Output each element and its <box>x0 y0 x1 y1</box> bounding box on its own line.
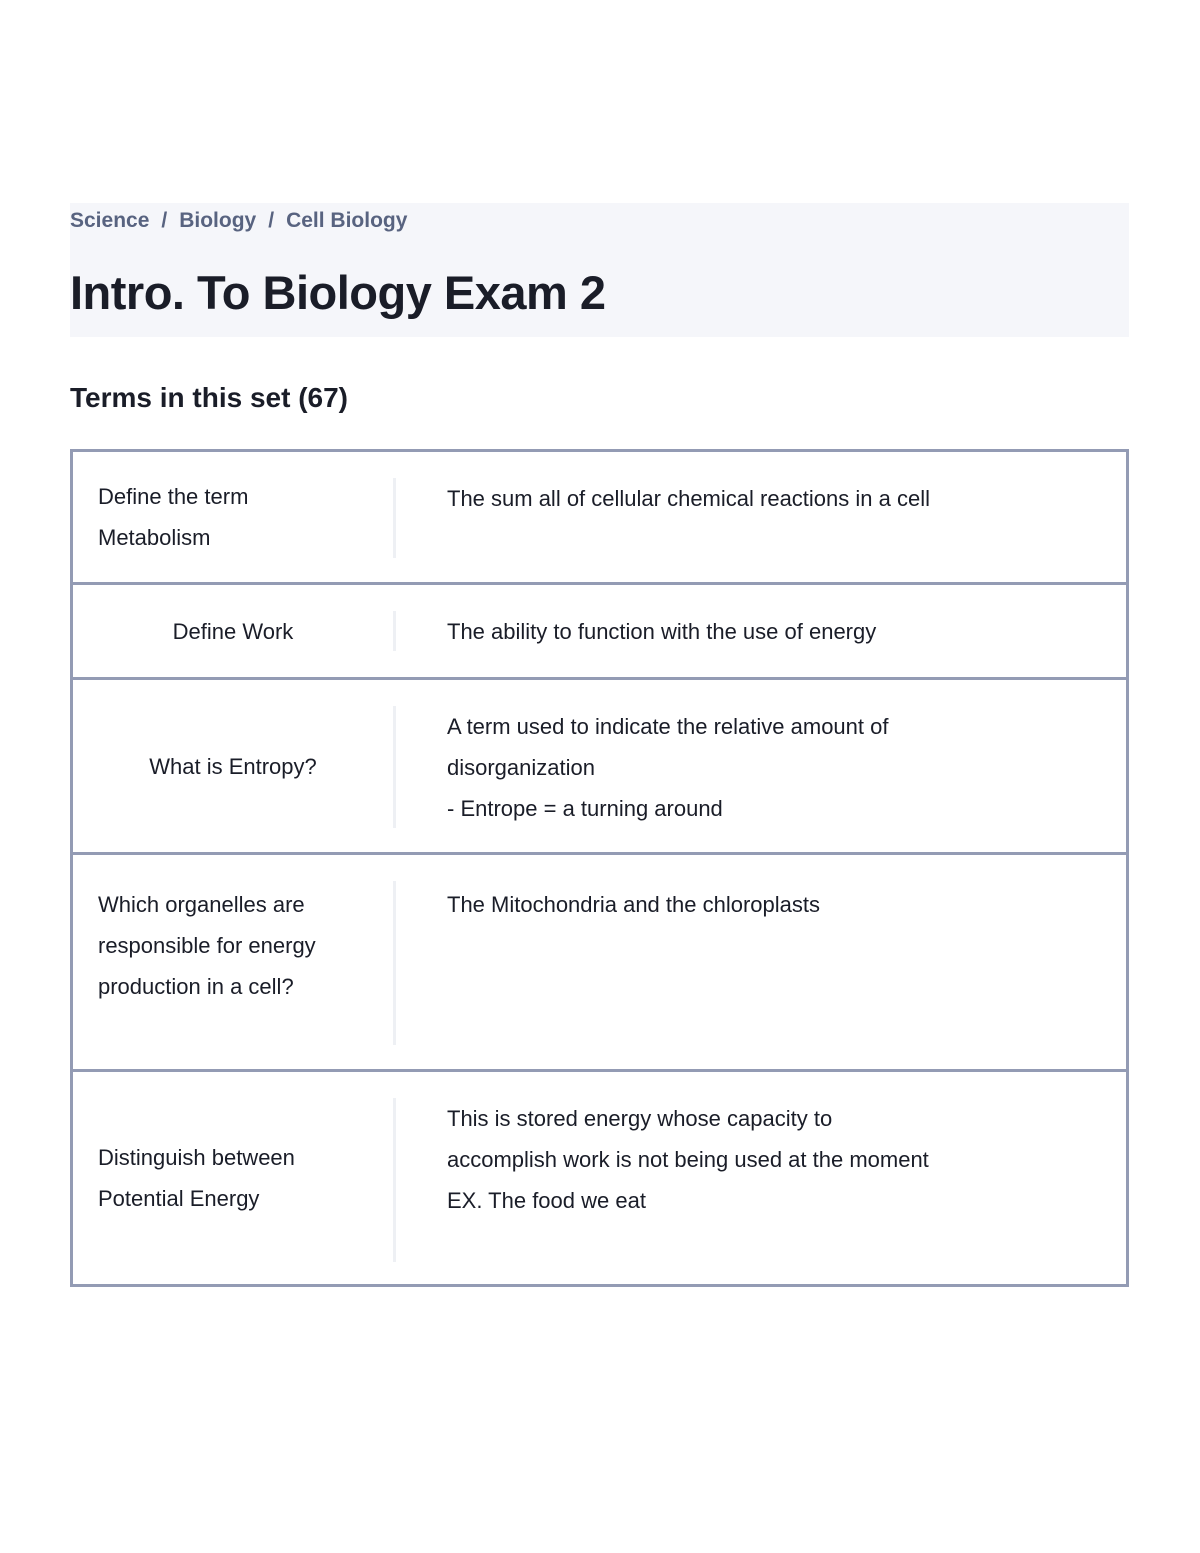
term-card <box>70 582 1129 680</box>
terms-heading: Terms in this set (67) <box>70 382 349 413</box>
card-divider <box>393 611 396 651</box>
breadcrumb-item-cell-biology[interactable]: Cell Biology <box>286 209 408 232</box>
term-card <box>70 677 1129 855</box>
card-definition: This is stored energy whose capacity to accomplish work is not being used at the moment EX. The food we eat <box>447 1106 929 1213</box>
card-definition: The Mitochondria and the chloroplasts <box>447 892 820 917</box>
page-title: Intro. To Biology Exam 2 <box>70 266 606 319</box>
card-term: Define Work <box>172 618 294 644</box>
breadcrumb <box>70 206 407 236</box>
card-definition: The ability to function with the use of energy <box>447 618 877 644</box>
card-term: Distinguish between Potential Energy <box>98 1145 295 1211</box>
breadcrumb-separator: / <box>161 209 168 232</box>
card-definition: The sum all of cellular chemical reactions in a cell <box>447 486 930 511</box>
card-divider <box>393 881 396 1045</box>
card-divider <box>393 1098 396 1262</box>
term-card <box>70 449 1129 585</box>
card-definition: A term used to indicate the relative amount of disorganization - Entrope = a turning around <box>447 714 889 821</box>
breadcrumb-item-biology[interactable]: Biology <box>179 209 257 232</box>
breadcrumb-item-science[interactable]: Science <box>70 209 150 232</box>
card-term: Which organelles are responsible for energy production in a cell? <box>98 892 316 999</box>
term-card <box>70 1069 1129 1287</box>
card-divider <box>393 478 396 558</box>
card-term: Define the term Metabolism <box>98 484 249 550</box>
breadcrumb-separator: / <box>268 209 275 232</box>
card-term: What is Entropy? <box>149 753 317 779</box>
card-divider <box>393 706 396 828</box>
term-card <box>70 852 1129 1072</box>
